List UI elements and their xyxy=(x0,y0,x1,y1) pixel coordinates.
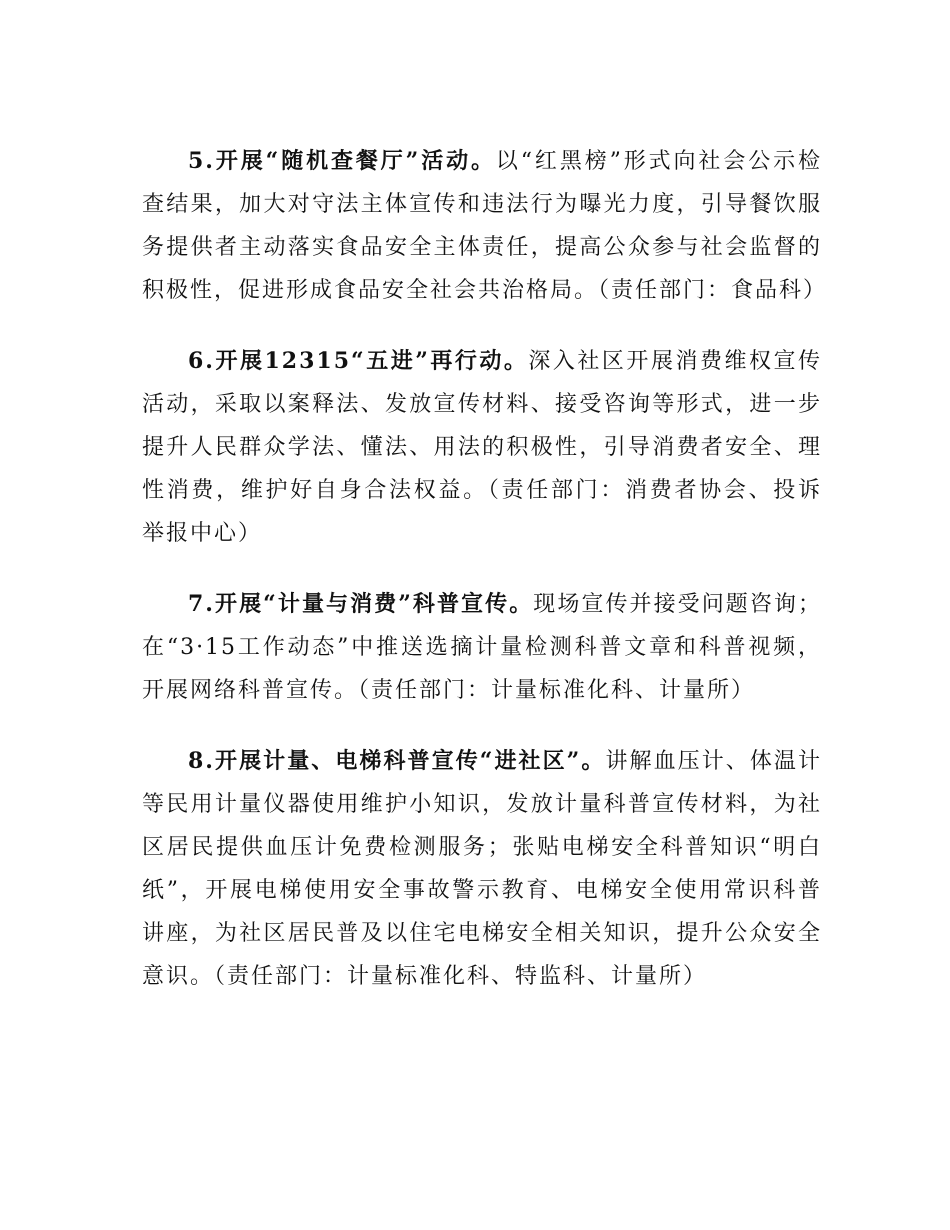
item-7-heading: 7.开展“计量与消费”科普宣传。 xyxy=(188,591,534,617)
item-8-body: 讲解血压计、体温计等民用计量仪器使用维护小知识，发放计量科普宣传材料，为社区居民提供血压计免费检测服务；张贴电梯安全科普知识“明白纸”，开展电梯使用安全事故警示教育、电梯安全使用常识科普讲座，为社区居民普及以住宅电梯安全相关知识，提升公众安全意识。（责任部门：计量标准化科、特监科、计量所） xyxy=(142,749,822,989)
paragraph-item-7 xyxy=(142,583,822,712)
item-5-body: 以“红黑榜”形式向社会公示检查结果，加大对守法主体宣传和违法行为曝光力度，引导餐饮服务提供者主动落实食品安全主体责任，提高公众参与社会监督的积极性，促进形成食品安全社会共治格局。（责任部门：食品科） xyxy=(142,149,828,303)
item-8-heading: 8.开展计量、电梯科普宣传“进社区”。 xyxy=(188,748,606,774)
paragraph-item-8 xyxy=(142,740,822,998)
paragraph-item-6 xyxy=(142,340,822,555)
document-body xyxy=(142,140,828,998)
item-6-body: 深入社区开展消费维权宣传活动，采取以案释法、发放宣传材料、接受咨询等形式，进一步提升人民群众学法、懂法、用法的积极性，引导消费者安全、理性消费，维护好自身合法权益。（责任部门：消费者协会、投诉举报中心） xyxy=(142,349,822,546)
item-7-body: 现场宣传并接受问题咨询；在“3·15工作动态”中推送选摘计量检测科普文章和科普视频，开展网络科普宣传。（责任部门：计量标准化科、计量所） xyxy=(142,592,822,703)
item-5-heading: 5.开展“随机查餐厅”活动。 xyxy=(188,148,496,174)
paragraph-item-5 xyxy=(142,140,828,312)
item-6-heading: 6.开展12315“五进”再行动。 xyxy=(188,348,529,374)
